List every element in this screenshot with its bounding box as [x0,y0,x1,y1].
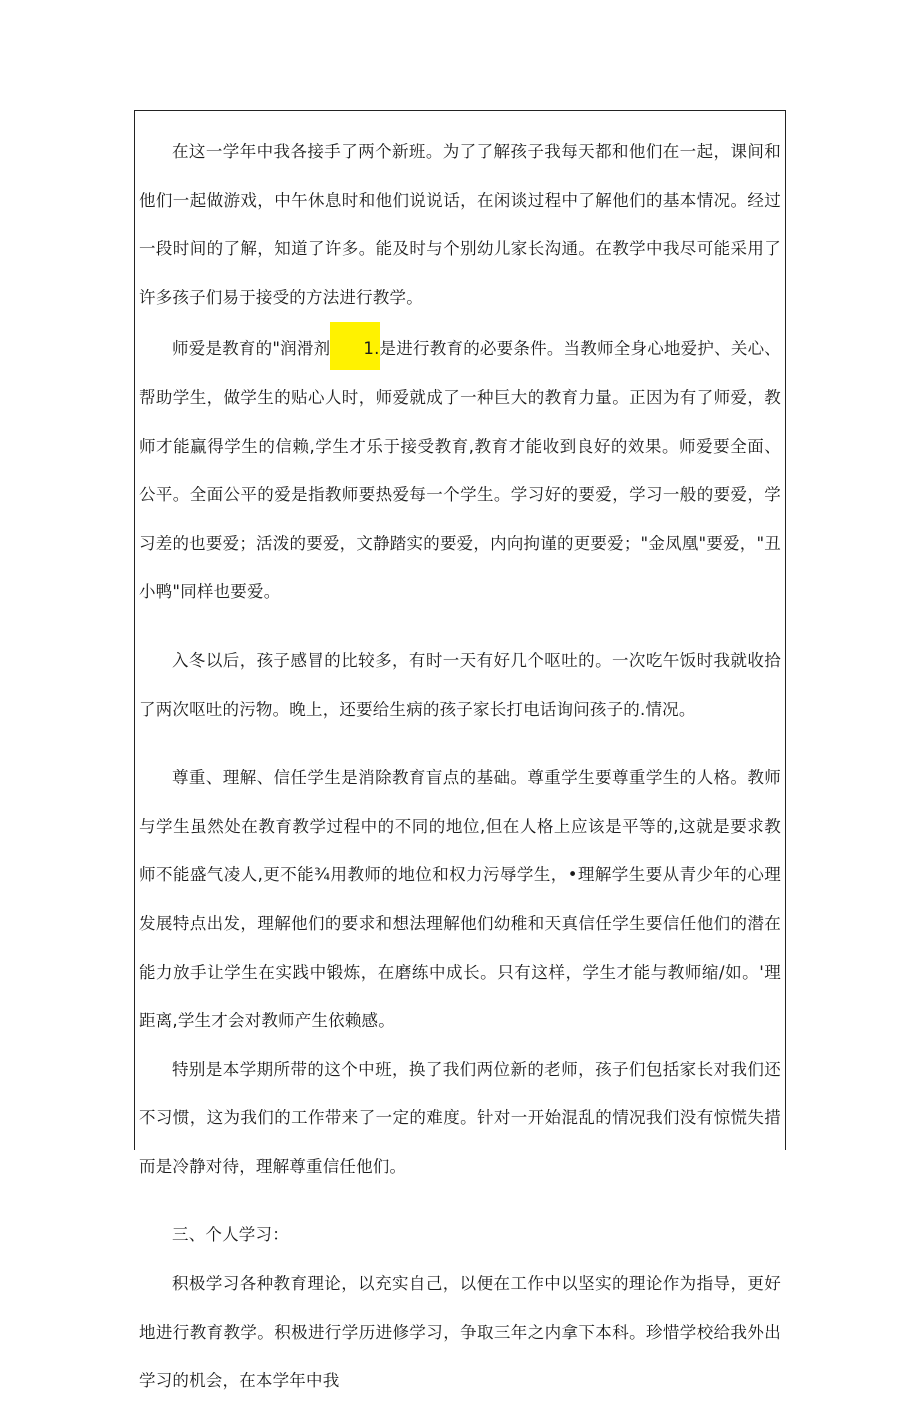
paragraph-teacher-love-rest: 是进行教育的必要条件。当教师全身心地爱护、关心、帮助学生，做学生的贴心人时，师爱就成了一种巨大的教育力量。正因为有了师爱，教师才能赢得学生的信赖,学生才乐于接受教育,教育才能收到良好的效果。师爱要全面、公平。全面公平的爱是指教师要热爱每一个学生。学习好的要爱，学习一般的要爱，学习差的也要爱；活泼的要爱，文静踏实的要爱，内向拘谨的更要爱；"金凤凰"要爱，"丑小鸭"同样也要爱。 [139,339,781,602]
paragraph-new-classes: 在这一学年中我各接手了两个新班。为了了解孩子我每天都和他们在一起，课间和他们一起做游戏，中午休息时和他们说说话，在闲谈过程中了解他们的基本情况。经过一段时间的了解，知道了许多。能及时与个别幼儿家长沟通。在教学中我尽可能采用了许多孩子们易于接受的方法进行教学。 [139,142,781,307]
paragraph-winter-care: 入冬以后，孩子感冒的比较多，有时一天有好几个呕吐的。一次吃午饭时我就收拾了两次呕吐的污物。晚上，还要给生病的孩子家长打电话询问孩子的.情况。 [139,650,781,719]
section-heading-personal-study: 三、个人学习： [172,1225,289,1245]
paragraph-teacher-love [139,322,781,617]
paragraph-respect-students: 尊重、理解、信任学生是消除教育盲点的基础。尊重学生要尊重学生的人格。教师与学生虽然处在教育教学过程中的不同的地位,但在人格上应该是平等的,这就是要求教师不能盛气凌人,更不能¾用教师的地位和权力污辱学生，•理解学生要从青少年的心理发展特点出发，理解他们的要求和想法理解他们幼稚和天真信任学生要信任他们的潜在能力放手让学生在实践中锻炼，在磨练中成长。只有这样，学生才能与教师缩/如。'理距离,学生才会对教师产生依赖感。 [139,768,781,1031]
page-frame [134,110,786,1391]
document-body [139,128,781,1406]
highlighted-text: 1. [330,322,379,370]
paragraph-middle-class: 特别是本学期所带的这个中班，换了我们两位新的老师，孩子们包括家长对我们还不习惯，这为我们的工作带来了一定的难度。针对一开始混乱的情况我们没有惊慌失措而是冷静对待，理解尊重信任他们。 [139,1059,781,1176]
paragraph-teacher-love-lead: 师爱是教育的"润滑剂 [172,339,331,359]
paragraph-study-theory: 积极学习各种教育理论，以充实自己，以便在工作中以坚实的理论作为指导，更好地进行教育教学。积极进行学历进修学习，争取三年之内拿下本科。珍惜学校给我外出学习的机会，在本学年中我 [139,1274,781,1391]
